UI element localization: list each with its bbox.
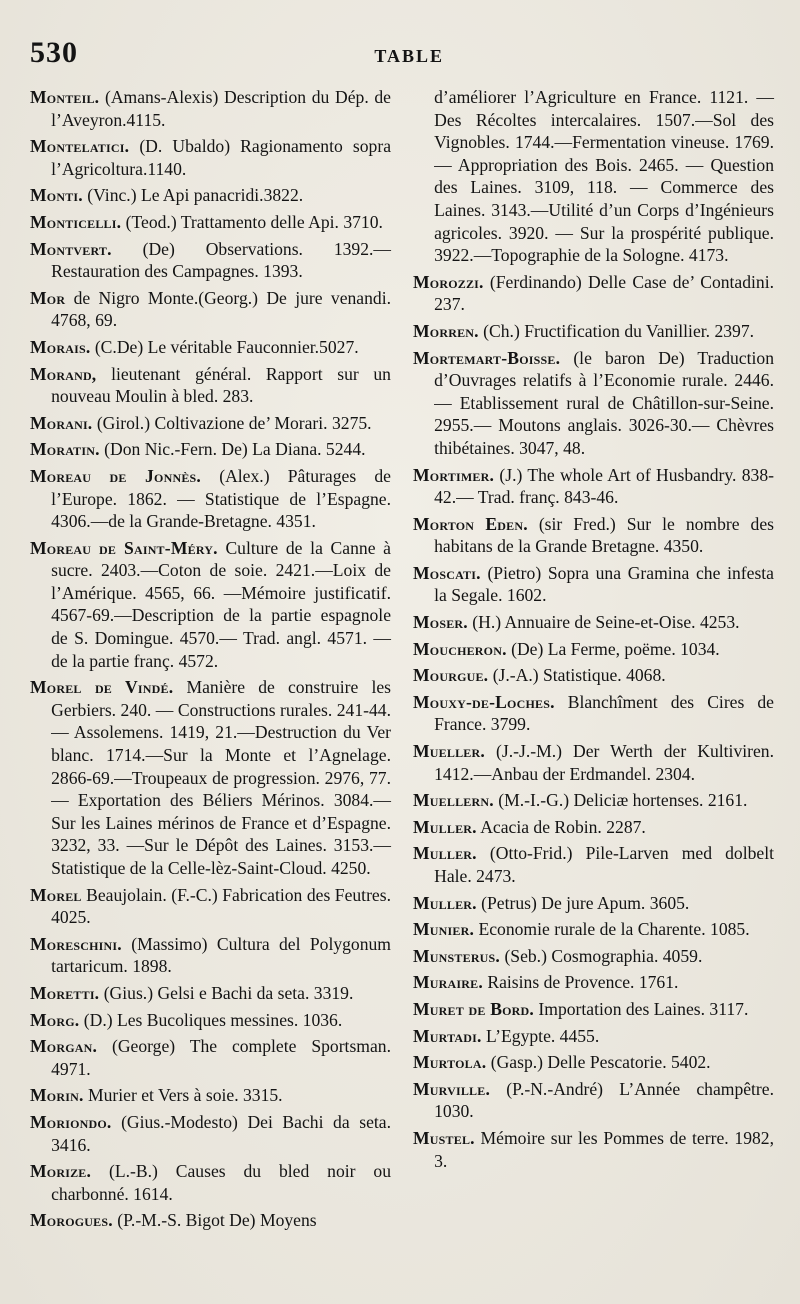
entry-text: (Don Nic.-Fern. De) La Diana. 5244. bbox=[104, 439, 366, 460]
entry-text: L’Egypte. 4455. bbox=[486, 1025, 600, 1046]
index-entry bbox=[30, 465, 391, 533]
index-entry bbox=[30, 86, 391, 131]
entry-text: (le baron De) Traduction d’Ouvrages relatifs à l’Economie rurale. 2446.— Etablissement rural de Châtillon-sur-Seine. 2955.— Moutons anglais. 3026-30.— Chèvres thibétaines. 3047, 48. bbox=[434, 347, 774, 458]
index-entry bbox=[413, 842, 774, 887]
entry-text: (D.) Les Bucoliques messines. 1036. bbox=[83, 1009, 343, 1030]
entry-text: (Girol.) Coltivazione de’ Morari. 3275. bbox=[96, 412, 372, 433]
entry-text: (P.-N.-André) L’Année champêtre. 1030. bbox=[434, 1078, 774, 1122]
index-entry bbox=[413, 347, 774, 460]
index-entry bbox=[413, 1127, 774, 1172]
index-entry bbox=[413, 892, 774, 915]
index-entry bbox=[413, 918, 774, 941]
entry-text: Mémoire sur les Pommes de terre. 1982, 3. bbox=[434, 1127, 774, 1171]
index-entry bbox=[413, 945, 774, 968]
entry-author: Morize. bbox=[30, 1161, 92, 1182]
entry-author: Mor bbox=[30, 287, 66, 308]
index-entry bbox=[30, 412, 391, 435]
index-entry bbox=[30, 1009, 391, 1032]
entry-text: Culture de la Canne à sucre. 2403.—Coton de soie. 2421.—Loix de l’Amérique. 4565, 66. —Mémoire justificatif. 4567-69.—Description de la partie espagnole de S. Domingue. 4570.— Trad. angl. 4571. —de la partie franç. 4572. bbox=[51, 537, 391, 671]
entry-text: (De) La Ferme, poëme. 1034. bbox=[511, 638, 720, 659]
entry-author: Morel bbox=[30, 884, 82, 905]
index-entry bbox=[413, 1078, 774, 1123]
entry-text: (Amans-Alexis) Description du Dép. de l’Aveyron.4115. bbox=[51, 87, 391, 130]
index-entry bbox=[30, 676, 391, 879]
entry-text: Blanchîment des Cires de France. 3799. bbox=[434, 691, 774, 735]
entry-author: Morin. bbox=[30, 1085, 84, 1106]
index-entry bbox=[30, 982, 391, 1005]
index-entry bbox=[413, 740, 774, 785]
index-entry bbox=[413, 998, 774, 1021]
entry-text: (Alex.) Pâturages de l’Europe. 1862. — Statistique de l’Espagne. 4306.—de la Grande-Bretagne. 4351. bbox=[51, 465, 391, 532]
index-entry bbox=[413, 664, 774, 687]
entry-author: Morren. bbox=[413, 320, 479, 341]
entry-text: (sir Fred.) Sur le nombre des habitans de la Grande Bretagne. 4350. bbox=[434, 513, 774, 557]
entry-author: Muraire. bbox=[413, 972, 483, 993]
entry-text: (Gasp.) Delle Pescatorie. 5402. bbox=[490, 1052, 711, 1073]
entry-text: Importation des Laines. 3117. bbox=[538, 998, 749, 1019]
entry-author: Mueller. bbox=[413, 741, 485, 762]
entry-text: (Petrus) De jure Apum. 3605. bbox=[481, 892, 690, 913]
entry-text: (Gius.-Modesto) Dei Bachi da seta. 3416. bbox=[51, 1111, 391, 1155]
entry-text: (H.) Annuaire de Seine-et-Oise. 4253. bbox=[472, 612, 740, 633]
entry-author: Muller. bbox=[413, 892, 477, 913]
index-entry bbox=[413, 320, 774, 343]
entry-author: Muller. bbox=[413, 843, 477, 864]
page-number: 530 bbox=[30, 36, 78, 69]
left-column bbox=[30, 86, 391, 1236]
entry-author: Moser. bbox=[413, 612, 468, 633]
index-entry bbox=[30, 1035, 391, 1080]
continued-entry: d’améliorer l’Agriculture en France. 1121. — Des Récoltes intercalaires. 1507.—Sol des Vignobles. 1744.—Fermentation vineuse. 1769. — Appropriation des Bois. 2465. — Question des Laines. 3109, 118. — Commerce des Laines. 3143.—Utilité d’un Corps d’Ingénieurs agricoles. 3920. — Sur la prospérité publique. 3922.—Topographie de la Sologne. 4173. bbox=[434, 87, 774, 266]
index-entry bbox=[413, 971, 774, 994]
entry-text: (Otto-Frid.) Pile-Larven med dolbelt Hale. 2473. bbox=[434, 843, 774, 886]
entry-text: (M.-I.-G.) Deliciæ hortenses. 2161. bbox=[498, 790, 748, 811]
entry-text: Manière de construire les Gerbiers. 240. — Constructions rurales. 241-44. — Assolemens. 1419, 21.—Destruction du Ver blanc. 1714.—Sur la Monte et l’Agnelage. 2866-69.—Troupeaux de progression. 2976, 77.— Exportation des Béliers Mérinos. 3084.—Sur les Laines mérinos de France et d’Espagne. 3232, 33. —Sur le Dépôt des Laines. 3153.— Statistique de la Celle-lèz-Saint-Cloud. 4250. bbox=[51, 677, 391, 878]
index-entry bbox=[413, 513, 774, 558]
entry-author: Morais. bbox=[30, 336, 91, 357]
entry-text: (J.-A.) Statistique. 4068. bbox=[492, 665, 666, 686]
entry-author: Morogues. bbox=[30, 1210, 113, 1231]
entry-text: (J.) The whole Art of Husbandry. 838-42.— Trad. franç. 843-46. bbox=[434, 464, 775, 508]
entry-author: Morozzi. bbox=[413, 271, 484, 292]
index-entry bbox=[413, 638, 774, 661]
index-entry bbox=[413, 816, 774, 839]
entry-text: (J.-J.-M.) Der Werth der Kultiviren. 1412.—Anbau der Erdmandel. 2304. bbox=[434, 741, 774, 784]
index-entry bbox=[413, 562, 774, 607]
running-head: TABLE bbox=[374, 46, 444, 66]
index-entry bbox=[30, 184, 391, 207]
index-entry bbox=[30, 1160, 391, 1205]
index-columns bbox=[30, 86, 774, 1236]
entry-text: (De) Observations. 1392.— Restauration des Campagnes. 1393. bbox=[51, 238, 391, 282]
index-entry bbox=[413, 789, 774, 812]
entry-author: Mortemart-Boisse. bbox=[413, 347, 561, 368]
index-entry bbox=[30, 363, 391, 408]
entry-text: (C.De) Le véritable Fauconnier.5027. bbox=[94, 336, 359, 357]
entry-author: Moscati. bbox=[413, 562, 481, 583]
entry-author: Murtadi. bbox=[413, 1025, 482, 1046]
entry-text: (Massimo) Cultura del Polygonum tartaricum. 1898. bbox=[51, 933, 391, 977]
entry-author: Morani. bbox=[30, 412, 93, 433]
index-entry bbox=[413, 1025, 774, 1048]
entry-text: de Nigro Monte.(Georg.) De jure venandi. 4768, 69. bbox=[51, 287, 391, 331]
index-entry bbox=[30, 135, 391, 180]
index-entry bbox=[413, 1051, 774, 1074]
entry-author: Muret de Bord. bbox=[413, 998, 535, 1019]
entry-author: Mustel. bbox=[413, 1127, 475, 1148]
entry-author: Moreschini. bbox=[30, 933, 122, 954]
entry-author: Murtola. bbox=[413, 1052, 487, 1073]
index-entry bbox=[30, 438, 391, 461]
entry-author: Moreau de Saint-Méry. bbox=[30, 537, 218, 558]
index-entry bbox=[30, 287, 391, 332]
entry-author: Monteil. bbox=[30, 87, 100, 107]
entry-author: Moriondo. bbox=[30, 1111, 112, 1132]
entry-text: (Gius.) Gelsi e Bachi da seta. 3319. bbox=[103, 982, 354, 1003]
index-entry bbox=[30, 238, 391, 283]
entry-text: (P.-M.-S. Bigot De) Moyens bbox=[117, 1210, 317, 1231]
entry-text: (Vinc.) Le Api panacridi.3822. bbox=[87, 185, 304, 206]
right-column bbox=[413, 86, 774, 1236]
entry-text: (Teod.) Trattamento delle Api. 3710. bbox=[125, 211, 383, 232]
entry-author: Moucheron. bbox=[413, 638, 507, 659]
entry-text: (George) The complete Sportsman. 4971. bbox=[51, 1036, 391, 1079]
entry-author: Monti. bbox=[30, 185, 83, 206]
entry-text: lieutenant général. Rapport sur un nouveau Moulin à bled. 283. bbox=[51, 363, 391, 407]
entry-author: Morgan. bbox=[30, 1036, 98, 1057]
page-header bbox=[30, 36, 774, 80]
index-entry bbox=[30, 1111, 391, 1156]
index-entry bbox=[30, 537, 391, 673]
entry-text: (D. Ubaldo) Ragionamento sopra l’Agricoltura.1140. bbox=[51, 136, 391, 179]
entry-text: (Pietro) Sopra una Gramina che infesta la Segale. 1602. bbox=[434, 562, 774, 606]
entry-text: (Ferdinando) Delle Case de’ Contadini. 237. bbox=[434, 271, 775, 315]
entry-author: Munier. bbox=[413, 919, 475, 940]
index-entry bbox=[30, 1084, 391, 1107]
entry-author: Murville. bbox=[413, 1078, 491, 1099]
index-entry bbox=[413, 271, 774, 316]
index-entry bbox=[30, 336, 391, 359]
entry-author: Muellern. bbox=[413, 790, 494, 811]
index-entry bbox=[413, 611, 774, 634]
index-entry bbox=[30, 1209, 391, 1232]
entry-author: Morton Eden. bbox=[413, 513, 528, 534]
entry-author: Montelatici. bbox=[30, 136, 130, 157]
entry-text: (Seb.) Cosmographia. 4059. bbox=[504, 945, 703, 966]
entry-author: Mourgue. bbox=[413, 665, 489, 686]
entry-author: Moratin. bbox=[30, 439, 100, 460]
entry-author: Moreau de Jonnès. bbox=[30, 465, 201, 486]
entry-author: Munsterus. bbox=[413, 945, 501, 966]
entry-author: Morand, bbox=[30, 363, 97, 384]
entry-text: (Ch.) Fructification du Vanillier. 2397. bbox=[483, 320, 755, 341]
entry-author: Muller. bbox=[413, 816, 477, 837]
index-entry bbox=[413, 464, 774, 509]
index-entry bbox=[413, 691, 774, 736]
entry-text: Raisins de Provence. 1761. bbox=[487, 972, 679, 993]
entry-text: Economie rurale de la Charente. 1085. bbox=[478, 919, 750, 940]
entry-author: Morg. bbox=[30, 1009, 80, 1030]
index-entry bbox=[30, 211, 391, 234]
entry-author: Montvert. bbox=[30, 238, 112, 259]
entry-author: Monticelli. bbox=[30, 211, 122, 232]
entry-text: Murier et Vers à soie. 3315. bbox=[87, 1085, 283, 1106]
entry-text: (L.-B.) Causes du bled noir ou charbonné. 1614. bbox=[51, 1161, 391, 1204]
index-entry bbox=[30, 933, 391, 978]
entry-text: Acacia de Robin. 2287. bbox=[480, 816, 646, 837]
entry-text: Beaujolain. (F.-C.) Fabrication des Feutres. 4025. bbox=[51, 884, 391, 928]
entry-author: Moretti. bbox=[30, 982, 100, 1003]
entry-author: Mortimer. bbox=[413, 464, 495, 485]
entry-author: Mouxy-de-Loches. bbox=[413, 691, 555, 712]
entry-author: Morel de Vindé. bbox=[30, 677, 174, 698]
index-entry bbox=[30, 884, 391, 929]
